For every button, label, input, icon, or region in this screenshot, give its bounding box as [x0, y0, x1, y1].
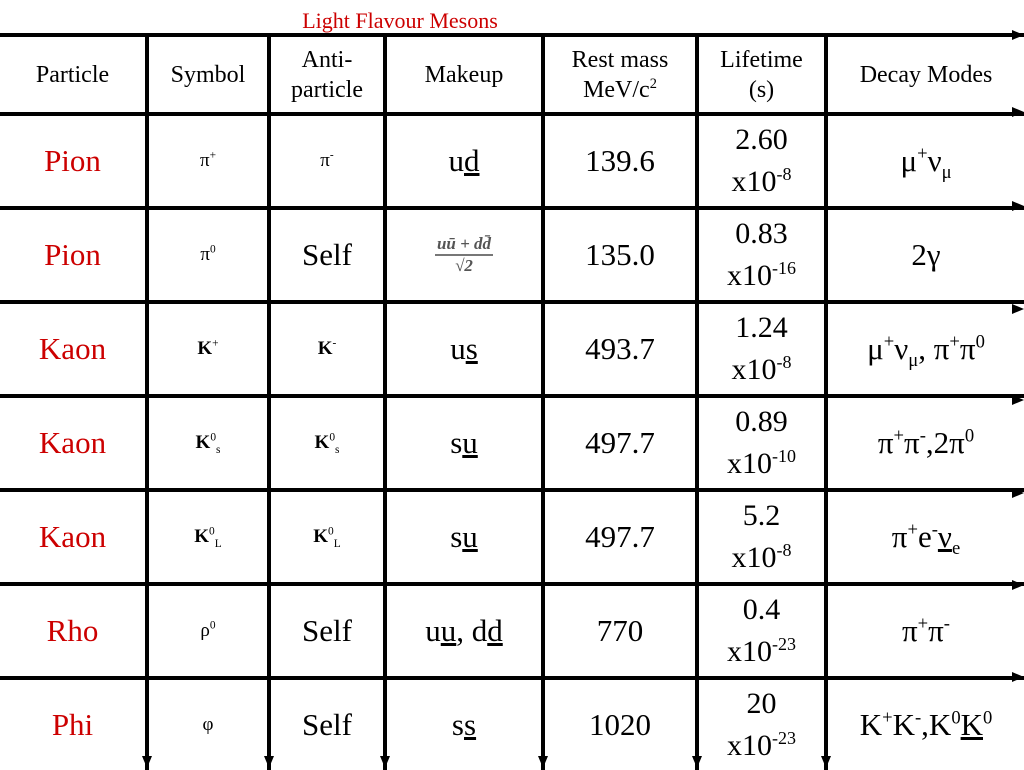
header-decay-modes: Decay Modes — [826, 35, 1024, 114]
particle-name: Pion — [0, 208, 147, 302]
antiparticle-cell: Self — [269, 678, 385, 770]
makeup-cell: su — [385, 396, 543, 490]
symbol-cell: $\rho^0$ — [147, 584, 269, 678]
lifetime-cell: 2.60 $x10^{-8}$ — [697, 114, 826, 208]
decay-cell: $\mu^+\nu_\mu$ — [826, 114, 1024, 208]
rest-mass-cell: 497.7 — [543, 490, 697, 584]
makeup-cell: su — [385, 490, 543, 584]
antiparticle-cell: Self — [269, 584, 385, 678]
antiparticle-cell: $K^0_s$ — [269, 396, 385, 490]
antiparticle-cell: $K^0_L$ — [269, 490, 385, 584]
symbol-cell: $\pi^0$ — [147, 208, 269, 302]
table-row — [0, 114, 1024, 208]
antiparticle-cell: π- — [269, 114, 385, 208]
decay-cell: 2γ — [826, 208, 1024, 302]
decay-cell: $\pi^+e^-\nu_e$ — [826, 490, 1024, 584]
table-row — [0, 208, 1024, 302]
mesons-table — [0, 33, 1024, 770]
lifetime-cell: 0.89 $x10^{-10}$ — [697, 396, 826, 490]
rest-mass-cell: 135.0 — [543, 208, 697, 302]
rest-mass-cell: 770 — [543, 584, 697, 678]
symbol-cell: π+ — [147, 114, 269, 208]
symbol-cell: φ — [147, 678, 269, 770]
table-row — [0, 396, 1024, 490]
rest-mass-cell: 1020 — [543, 678, 697, 770]
symbol-cell: $K^0_L$ — [147, 490, 269, 584]
particle-name: Phi — [0, 678, 147, 770]
particle-name: Kaon — [0, 302, 147, 396]
antiparticle-cell: Self — [269, 208, 385, 302]
header-row — [0, 35, 1024, 114]
decay-cell: $K^+K^-,K^0K^0$ — [826, 678, 1024, 770]
rest-mass-cell: 493.7 — [543, 302, 697, 396]
makeup-cell: us — [385, 302, 543, 396]
header-rest-mass: Rest mass MeV/$c^2$ — [543, 35, 697, 114]
header-symbol: Symbol — [147, 35, 269, 114]
symbol-cell: $K^0_s$ — [147, 396, 269, 490]
particle-name: Rho — [0, 584, 147, 678]
header-antiparticle: Anti- particle — [269, 35, 385, 114]
table-row — [0, 584, 1024, 678]
rest-mass-cell: 497.7 — [543, 396, 697, 490]
decay-cell: $\mu^+\nu_\mu$, $\pi^+\pi^0$ — [826, 302, 1024, 396]
lifetime-cell: 5.2 $x10^{-8}$ — [697, 490, 826, 584]
makeup-cell: uu, dd — [385, 584, 543, 678]
lifetime-cell: 1.24 $x10^{-8}$ — [697, 302, 826, 396]
particle-name: Kaon — [0, 490, 147, 584]
table-title: Light Flavour Mesons — [302, 8, 498, 33]
header-particle: Particle — [0, 35, 147, 114]
makeup-fraction: $\frac{uū + dd̄}{√2}$ — [436, 234, 492, 275]
rest-mass-cell: 139.6 — [543, 114, 697, 208]
table-row — [0, 490, 1024, 584]
makeup-cell: ss — [385, 678, 543, 770]
particle-name: Pion — [0, 114, 147, 208]
makeup-cell — [385, 208, 543, 302]
particle-name: Kaon — [0, 396, 147, 490]
lifetime-cell: 20 $x10^{-23}$ — [697, 678, 826, 770]
header-lifetime: Lifetime (s) — [697, 35, 826, 114]
symbol-cell: K+ — [147, 302, 269, 396]
table-row — [0, 678, 1024, 770]
lifetime-cell: 0.83 $x10^{-16}$ — [697, 208, 826, 302]
lifetime-cell: 0.4 $x10^{-23}$ — [697, 584, 826, 678]
decay-cell: π+π- — [826, 584, 1024, 678]
table-row — [0, 302, 1024, 396]
makeup-cell: ud — [385, 114, 543, 208]
decay-cell: $\pi^+\pi^-,2\pi^0$ — [826, 396, 1024, 490]
antiparticle-cell: K- — [269, 302, 385, 396]
header-makeup: Makeup — [385, 35, 543, 114]
